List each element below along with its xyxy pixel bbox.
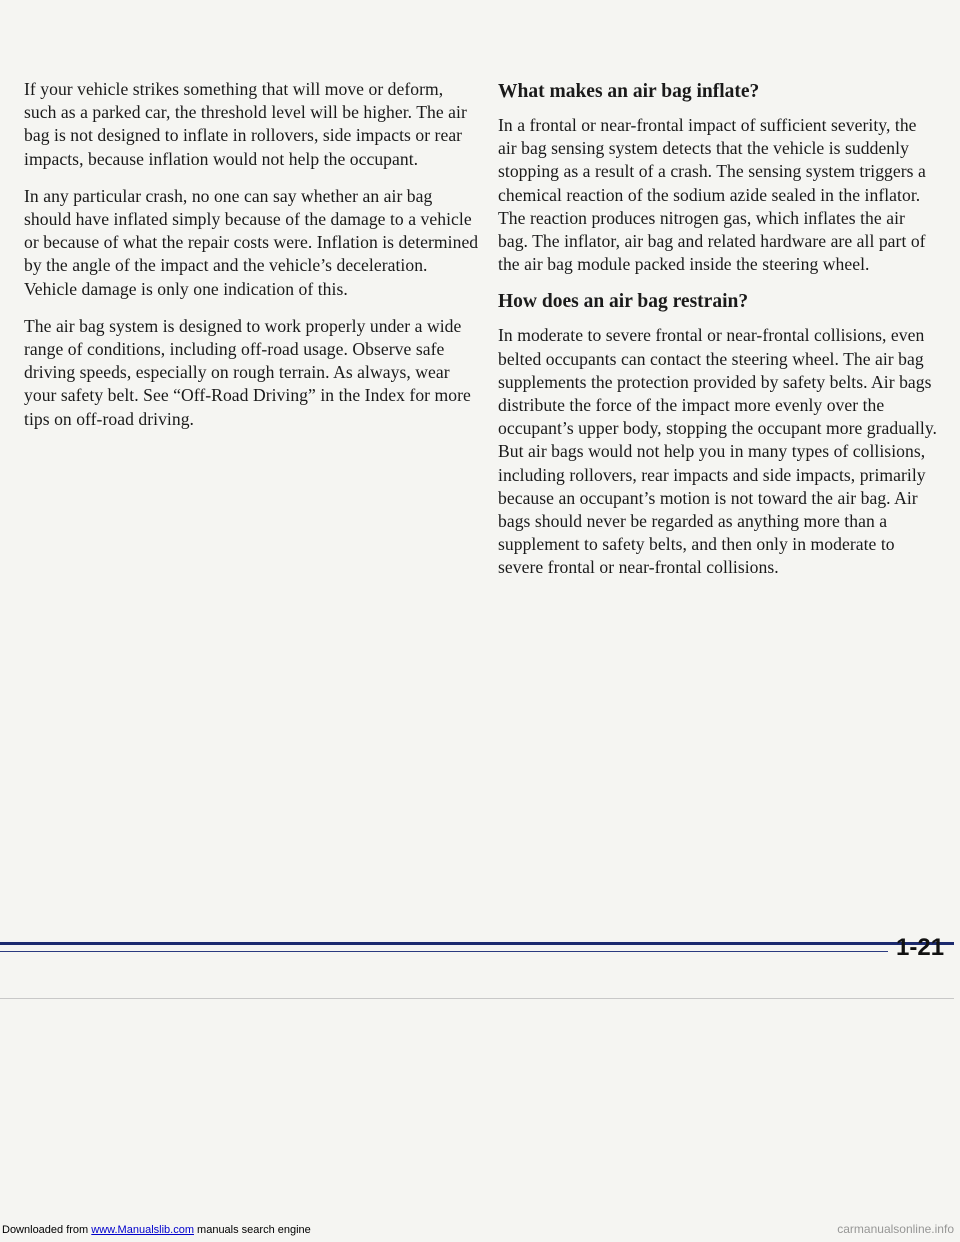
download-footer bbox=[2, 1224, 311, 1236]
left-column bbox=[24, 78, 479, 445]
heading-what-makes-air-bag-inflate: What makes an air bag inflate? bbox=[498, 81, 760, 102]
manualslib-link[interactable]: www.Manualslib.com bbox=[91, 1224, 194, 1236]
footer-rule-thin bbox=[0, 951, 888, 952]
left-paragraph-1: If your vehicle strikes something that will move or deform, such as a parked car, the threshold level will be higher. The air bag is not designed to inflate in rollovers, side impacts or rear impacts, because inflation would not help the occupant. bbox=[24, 79, 467, 169]
right-paragraph-1: In a frontal or near-frontal impact of sufficient severity, the air bag sensing system detects that the vehicle is suddenly stopping as a result of a crash. The sensing system triggers a chemical reaction of the sodium azide sealed in the inflator. The reaction produces nitrogen gas, which inflates the air bag. The inflator, air bag and related hardware are all part of the air bag module packed inside the steering wheel. bbox=[498, 115, 926, 275]
footer-prefix: Downloaded from bbox=[2, 1224, 92, 1236]
heading-how-does-air-bag-restrain: How does an air bag restrain? bbox=[498, 291, 749, 313]
footer-rule-thick bbox=[0, 942, 954, 945]
watermark-text: carmanualsonline.info bbox=[837, 1222, 954, 1236]
bottom-divider bbox=[0, 998, 954, 999]
page-number: 1-21 bbox=[896, 934, 945, 961]
left-paragraph-2: In any particular crash, no one can say whether an air bag should have inflated simply because of the damage to a vehicle or because of what the repair costs were. Inflation is determined by the angle of the impact and the vehicle’s deceleration. Vehicle damage is only one indication of this. bbox=[24, 185, 479, 299]
left-paragraph-3: The air bag system is designed to work properly under a wide range of conditions, including off-road usage. Observe safe driving speeds, especially on rough terrain. As always, wear your safety belt. See “Off-Road Driving” in the Index for more tips on off-road driving. bbox=[24, 315, 471, 429]
right-paragraph-2: In moderate to severe frontal or near-frontal collisions, even belted occupants can contact the steering wheel. The air bag supplements the protection provided by safety belts. Air bags distribute the force of the impact more evenly over the occupant’s upper body, stopping the occupant more gradually. But air bags would not help you in many types of collisions, including rollovers, rear impacts and side impacts, primarily because an occupant’s motion is not toward the air bag. Air bags should never be regarded as anything more than a supplement to safety belts, and then only in moderate to severe frontal or near-frontal collisions. bbox=[498, 325, 937, 578]
right-column bbox=[498, 80, 938, 594]
footer-suffix: manuals search engine bbox=[193, 1224, 311, 1236]
